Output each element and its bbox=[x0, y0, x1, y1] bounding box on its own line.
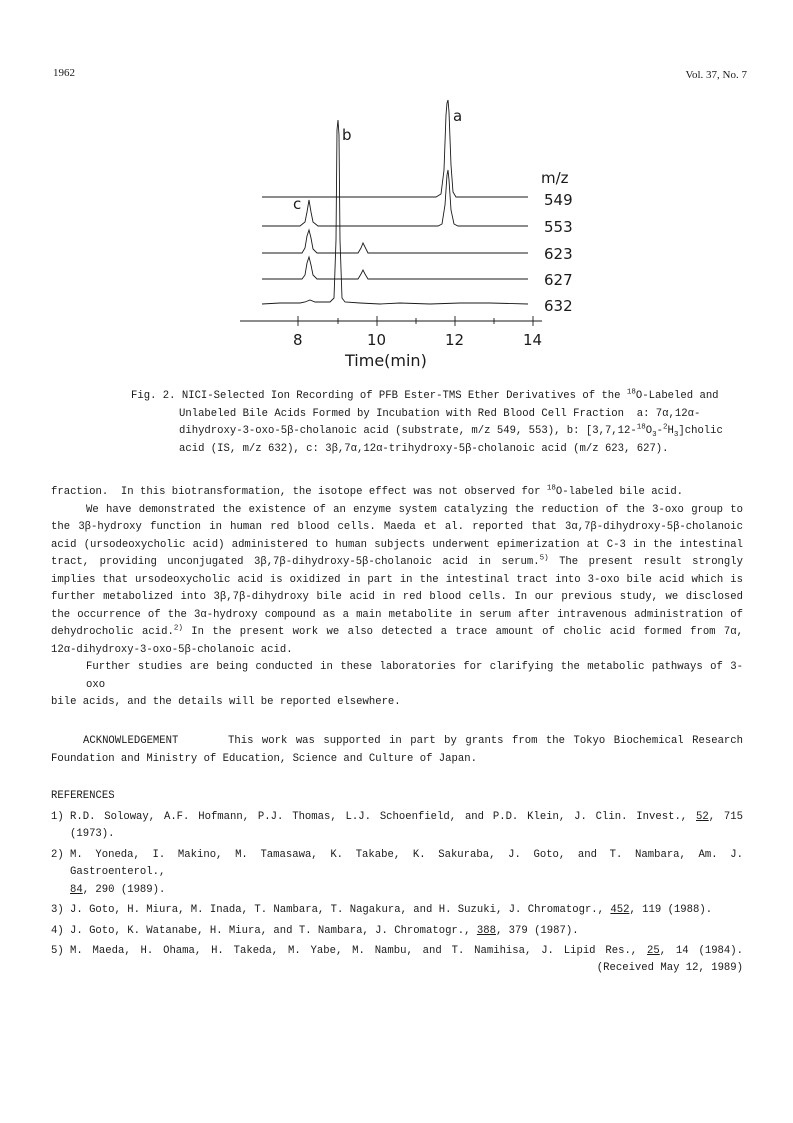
body-line: tract, providing unconjugated 3β,7β-dihydroxy-5β-cholanoic acid in serum.$^{5)}$ The present result strongly bbox=[51, 554, 743, 568]
reference-item: 5) M. Maeda, H. Ohama, H. Takeda, M. Yabe, M. Nambu, and T. Namihisa, J. Lipid Res., 25, 14 (1984). bbox=[51, 945, 743, 957]
caption-line: acid (IS, m/z 632), c: 3β,7α,12α-trihydroxy-5β-cholanoic acid (m/z 623, 627). bbox=[179, 442, 669, 455]
trace-623 bbox=[262, 230, 528, 253]
body-line: fraction. In this biotransformation, the isotope effect was not observed for $^{18}$O-labeled bile acid. bbox=[51, 484, 684, 498]
x-tick-label-12: 12 bbox=[445, 331, 465, 349]
body-line: 12α-dihydroxy-3-oxo-5β-cholanoic acid. bbox=[51, 643, 293, 656]
received-date: (Received May 12, 1989) bbox=[596, 962, 743, 974]
caption-line: Unlabeled Bile Acids Formed by Incubation with Red Blood Cell Fraction a: 7α,12α- bbox=[179, 407, 701, 420]
trace-627 bbox=[262, 257, 528, 279]
trace-632 bbox=[262, 120, 528, 304]
mz-label-553: 553 bbox=[544, 218, 573, 236]
body-line: implies that ursodeoxycholic acid is oxidized in part in the intestinal tract into 3-oxo bile acid which is bbox=[51, 573, 743, 586]
x-axis-label: Time(min) bbox=[345, 351, 427, 370]
trace-549 bbox=[262, 100, 528, 197]
journal-issue: Vol. 37, No. 7 bbox=[685, 69, 747, 81]
caption-line: Fig. 2. NICI-Selected Ion Recording of PFB Ester-TMS Ether Derivatives of the $^{18}$O-Labeled and bbox=[131, 388, 719, 402]
body-line: We have demonstrated the existence of an enzyme system catalyzing the reduction of the 3-oxo group to bbox=[86, 503, 743, 516]
mz-label-623: 623 bbox=[544, 245, 573, 263]
body-line: bile acids, and the details will be reported elsewhere. bbox=[51, 696, 401, 708]
figure-caption bbox=[131, 388, 731, 458]
body-line: the 3β-hydroxy function in human red blood cells. Maeda et al. reported that 3α,7β-dihydroxy-5β-cholanoic bbox=[51, 521, 743, 533]
peak-label-a: a bbox=[453, 107, 463, 125]
body-line: further metabolized into 3β,7β-dihydroxy bile acid in red blood cells. In our previous study, we disclosed bbox=[51, 591, 743, 603]
references-heading: REFERENCES bbox=[51, 790, 115, 802]
mz-label-549: 549 bbox=[544, 191, 573, 209]
body-line: dehydrocholic acid.$^{2)}$ In the present work we also detected a trace amount of cholic acid formed from 7α, bbox=[51, 624, 743, 638]
body-text bbox=[51, 484, 743, 712]
body-line: Further studies are being conducted in these laboratories for clarifying the metabolic pathways of 3-oxo bbox=[86, 661, 743, 691]
x-tick-label-14: 14 bbox=[523, 331, 543, 349]
mz-label-627: 627 bbox=[544, 271, 573, 289]
acknowledgement-text: Foundation and Ministry of Education, Science and Culture of Japan. bbox=[51, 753, 477, 765]
trace-553 bbox=[262, 170, 528, 226]
page-number: 1962 bbox=[53, 67, 75, 79]
reference-item: 4) J. Goto, K. Watanabe, H. Miura, and T. Nambara, J. Chromatogr., 388, 379 (1987). bbox=[51, 924, 579, 937]
reference-item: 1) R.D. Soloway, A.F. Hofmann, P.J. Thomas, L.J. Schoenfield, and P.D. Klein, J. Clin. Invest., 52, 715 (1973). bbox=[51, 810, 743, 840]
acknowledgement-text: This work was supported in part by grants from the Tokyo Biochemical Research bbox=[228, 735, 743, 747]
mz-label-632: 632 bbox=[544, 297, 573, 315]
reference-item: 2) M. Yoneda, I. Makino, M. Tamasawa, K. Takabe, K. Sakuraba, J. Goto, and T. Nambara, Am. J. Gastroenterol., 84, 290 (1989). bbox=[51, 848, 743, 896]
chromatogram-figure bbox=[0, 0, 793, 380]
peak-label-c: c bbox=[293, 195, 302, 213]
acknowledgement-heading: ACKNOWLEDGEMENT bbox=[83, 735, 179, 747]
x-tick-label-10: 10 bbox=[367, 331, 387, 349]
body-line: the occurrence of the 3α-hydroxy compound as a main metabolite in serum after intravenous administration of bbox=[51, 608, 743, 621]
references-section bbox=[51, 788, 743, 964]
x-tick-label-8: 8 bbox=[293, 331, 303, 349]
mz-heading: m/z bbox=[541, 169, 569, 187]
peak-label-b: b bbox=[342, 126, 352, 144]
reference-item: 3) J. Goto, H. Miura, M. Inada, T. Nambara, T. Nagakura, and H. Suzuki, J. Chromatogr., 452, 119 (1988). bbox=[51, 904, 713, 916]
caption-line: dihydroxy-3-oxo-5β-cholanoic acid (substrate, m/z 549, 553), b: $[3,7,12-^{18}O_3-^2H_3]cholic$ bbox=[179, 423, 723, 440]
body-line: acid (ursodeoxycholic acid) administered to human subjects underwent epimerization at C-3 in the intestinal bbox=[51, 538, 743, 551]
